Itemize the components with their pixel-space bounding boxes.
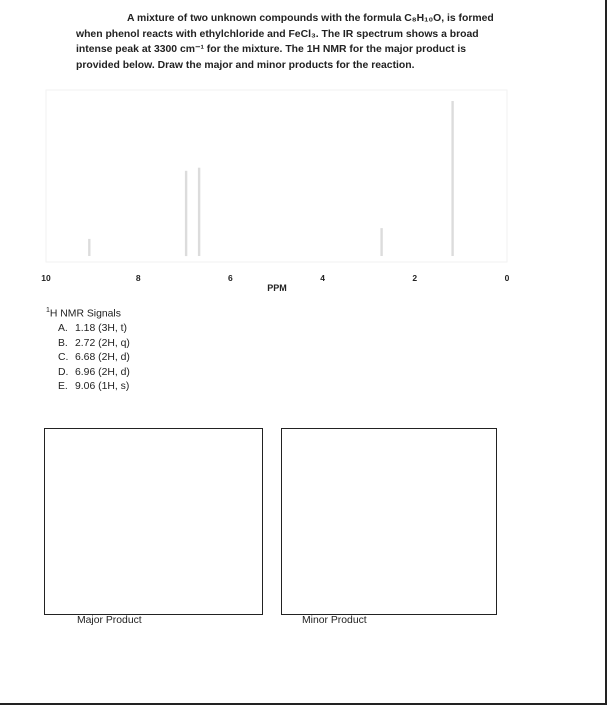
question-line: when phenol reacts with ethylchloride and FeCl₃. The IR spectrum shows a broad: [76, 28, 479, 40]
x-tick-label: 8: [135, 273, 141, 283]
x-tick-label: 4: [320, 273, 325, 283]
major-product-drawing-box[interactable]: [44, 428, 263, 615]
nmr-spectrum-chart: [0, 84, 540, 299]
spectrum-ticks: [41, 273, 509, 283]
question-line: provided below. Draw the major and minor products for the reaction.: [76, 59, 415, 71]
signal-item: C. 6.68 (2H, d): [58, 352, 130, 364]
question-line: A mixture of two unknown compounds with the formula C₈H₁₀O, is formed: [127, 13, 494, 24]
minor-product-drawing-box[interactable]: [281, 428, 497, 615]
spectrum-peak: [451, 101, 453, 256]
x-tick-label: 2: [412, 273, 418, 283]
spectrum-peak: [198, 168, 200, 256]
minor-product-label: Minor Product: [302, 615, 367, 626]
spectrum-peak: [185, 171, 187, 256]
signals-title: $^1$H NMR Signals: [46, 307, 121, 320]
signal-item: D. 6.96 (2H, d): [58, 366, 130, 378]
x-tick-label: 10: [41, 273, 51, 283]
spectrum-peak: [380, 228, 382, 256]
x-tick-label: 6: [228, 273, 233, 283]
major-product-label: Major Product: [77, 615, 142, 626]
x-tick-label: 0: [504, 273, 510, 283]
signal-item: A. 1.18 (3H, t): [58, 323, 127, 335]
signal-item: B. 2.72 (2H, q): [58, 337, 130, 349]
question-text: [76, 11, 526, 73]
signal-item: E. 9.06 (1H, s): [58, 381, 130, 393]
spectrum-peak: [88, 239, 90, 256]
question-line: intense peak at 3300 cm⁻¹ for the mixture. The 1H NMR for the major product is: [76, 44, 467, 55]
x-axis-label: PPM: [267, 283, 287, 293]
spectrum-plot-area: [46, 90, 507, 262]
nmr-signals-list: [46, 304, 130, 395]
